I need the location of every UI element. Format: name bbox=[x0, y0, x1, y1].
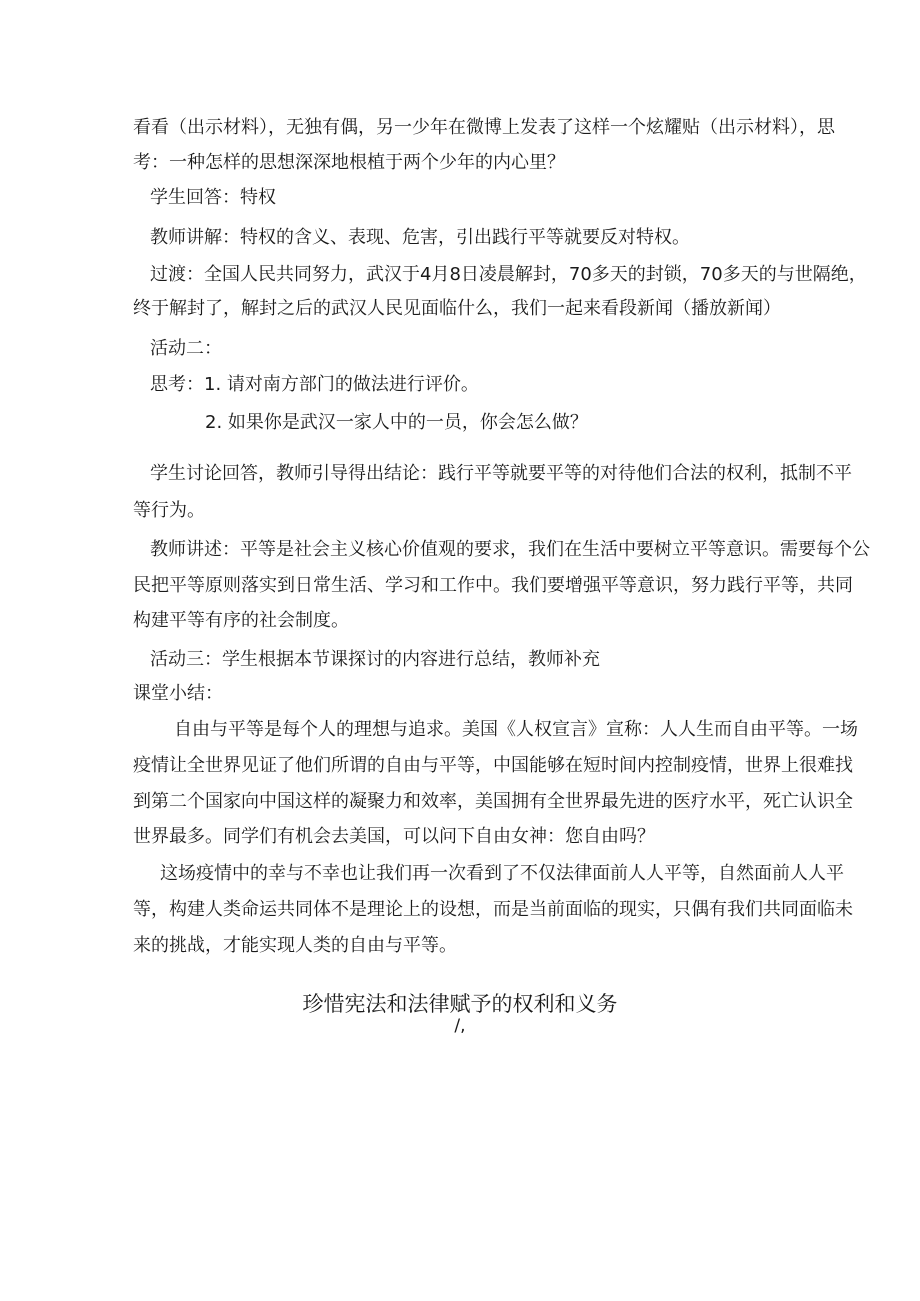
paragraph-line: 学生讨论回答，教师引导得出结论：践行平等就要平等的对待他们合法的权利，抵制不平 bbox=[150, 463, 852, 484]
paragraph-line: 构建平等有序的社会制度。 bbox=[133, 610, 349, 631]
paragraph-line: 民把平等原则落实到日常生活、学习和工作中。我们要增强平等意识，努力践行平等，共同 bbox=[133, 575, 853, 596]
paragraph-line: 这场疫情中的幸与不幸也让我们再一次看到了不仅法律面前人人平等，自然面前人人平 bbox=[160, 863, 844, 884]
paragraph-line: 教师讲解：特权的含义、表现、危害，引出践行平等就要反对特权。 bbox=[150, 227, 690, 248]
paragraph-line: 来的挑战，才能实现人类的自由与平等。 bbox=[133, 935, 457, 956]
paragraph-line: 世界最多。同学们有机会去美国，可以问下自由女神：您自由吗？ bbox=[133, 826, 655, 847]
paragraph-line: 等行为。 bbox=[133, 500, 205, 521]
paragraph-line: 等，构建人类命运共同体不是理论上的设想，而是当前面临的现实，只偶有我们共同面临未 bbox=[133, 899, 853, 920]
section-title: 珍惜宪法和法律赋予的权利和义务 bbox=[302, 992, 618, 1016]
paragraph-line: 到第二个国家向中国这样的凝聚力和效率，美国拥有全世界最先进的医疗水平，死亡认识全 bbox=[133, 791, 853, 812]
paragraph-line: 思考：1. 请对南方部门的做法进行评价。 bbox=[150, 374, 479, 395]
paragraph-line: 疫情让全世界见证了他们所谓的自由与平等，中国能够在短时间内控制疫情，世界上很难找 bbox=[133, 755, 853, 776]
paragraph-line: 活动三：学生根据本节课探讨的内容进行总结，教师补充 bbox=[150, 649, 600, 670]
paragraph-line: 学生回答：特权 bbox=[150, 187, 276, 208]
paragraph-line: 自由与平等是每个人的理想与追求。美国《人权宣言》宣称：人人生而自由平等。一场 bbox=[174, 719, 858, 740]
paragraph-line: 考：一种怎样的思想深深地根植于两个少年的内心里？ bbox=[133, 152, 565, 173]
paragraph-line: 活动二： bbox=[150, 338, 222, 359]
paragraph-line: 过渡：全国人民共同努力，武汉于4月8日凌晨解封，70多天的封锁，70多天的与世隔绝， bbox=[150, 264, 867, 285]
paragraph-line: 看看（出示材料），无独有偶，另一少年在微博上发表了这样一个炫耀贴（出示材料），思 bbox=[133, 117, 835, 138]
paragraph-line: 课堂小结： bbox=[133, 683, 223, 704]
paragraph-line: 终于解封了，解封之后的武汉人民见面临什么，我们一起来看段新闻（播放新闻） bbox=[133, 298, 781, 319]
paragraph-line: 教师讲述：平等是社会主义核心价值观的要求，我们在生活中要树立平等意识。需要每个公 bbox=[150, 539, 870, 560]
paragraph-line: 2. 如果你是武汉一家人中的一员，你会怎么做？ bbox=[205, 412, 588, 433]
page-mark: /, bbox=[454, 1016, 466, 1036]
